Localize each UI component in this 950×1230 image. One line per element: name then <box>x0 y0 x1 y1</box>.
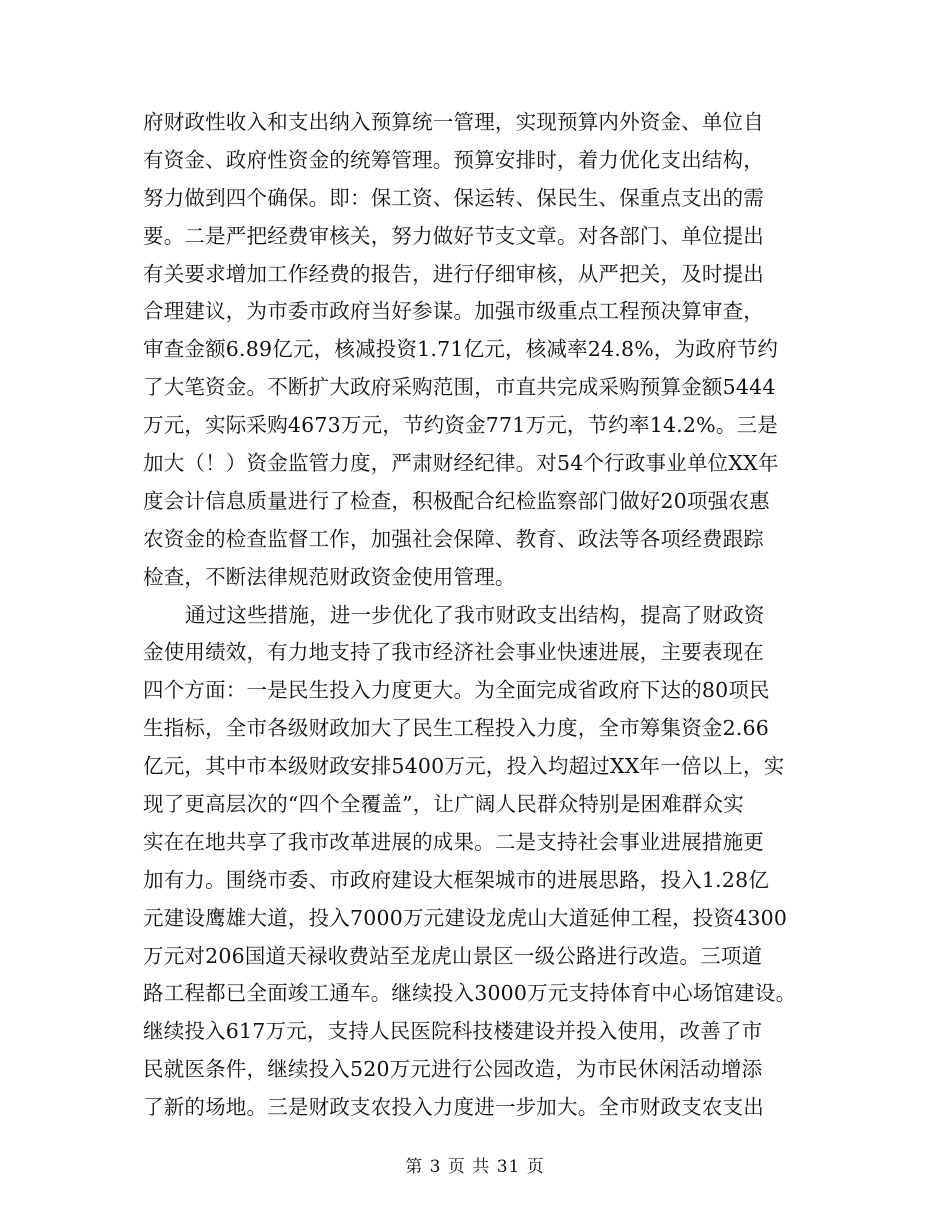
paragraph-start-line: 通过这些措施，进一步优化了我市财政支出结构，提高了财政资 <box>185 602 765 627</box>
text-line: 万元，实际采购4673万元，节约资金771万元，节约率14.2%。三是 <box>143 413 778 438</box>
text-line: 实在在地共享了我市改革进展的成果。二是支持社会事业进展措施更 <box>143 829 764 854</box>
text-line: 了大笔资金。不断扩大政府采购范围，市直共完成采购预算金额5444 <box>143 375 776 400</box>
text-line: 府财政性收入和支出纳入预算统一管理，实现预算内外资金、单位自 <box>143 110 764 134</box>
text-line: 继续投入617万元，支持人民医院科技楼建设并投入使用，改善了市 <box>143 1019 763 1044</box>
text-line: 民就医条件，继续投入520万元进行公园改造，为市民休闲活动增添 <box>143 1057 763 1082</box>
text-line: 亿元，其中市本级财政安排5400万元，投入均超过XX年一倍以上，实 <box>143 754 785 779</box>
text-line: 四个方面：一是民生投入力度更大。为全面完成省政府下达的80项民 <box>143 678 770 703</box>
text-line: 万元对206国道天禄收费站至龙虎山景区一级公路进行改造。三项道 <box>143 943 763 968</box>
text-line: 路工程都已全面竣工通车。继续投入3000万元支持体育中心场馆建设。 <box>143 981 797 1006</box>
body-text <box>143 104 843 1127</box>
text-line: 金使用绩效，有力地支持了我市经济社会事业快速进展，主要表现在 <box>143 640 764 665</box>
text-line: 要。二是严把经费审核关，努力做好节支文章。对各部门、单位提出 <box>143 223 764 248</box>
text-line: 加有力。围绕市委、市政府建设大框架城市的进展思路，投入1.28亿 <box>143 867 770 892</box>
text-line: 农资金的检查监督工作，加强社会保障、教育、政法等各项经费跟踪 <box>143 526 764 551</box>
page-footer <box>0 1152 950 1177</box>
page-number-label: 第 3 页 共 31 页 <box>405 1157 545 1177</box>
text-line: 度会计信息质量进行了检查，积极配合纪检监察部门做好20项强农惠 <box>143 488 770 513</box>
text-line: 现了更高层次的“四个全覆盖”，让广阔人民群众特别是困难群众实 <box>143 792 744 817</box>
text-line: 努力做到四个确保。即：保工资、保运转、保民生、保重点支出的需 <box>143 185 764 210</box>
text-line: 审查金额6.89亿元，核减投资1.71亿元，核减率24.8%，为政府节约 <box>143 337 779 362</box>
text-line: 合理建议，为市委市政府当好参谋。加强市级重点工程预决算审查， <box>143 299 764 324</box>
text-line: 元建设鹰雄大道，投入7000万元建设龙虎山大道延伸工程，投资4300 <box>143 905 788 930</box>
text-line: 有关要求增加工作经费的报告，进行仔细审核，从严把关，及时提出 <box>143 261 764 286</box>
text-line: 有资金、政府性资金的统筹管理。预算安排时，着力优化支出结构， <box>143 147 764 172</box>
text-line: 检查，不断法律规范财政资金使用管理。 <box>143 564 516 589</box>
text-line: 生指标，全市各级财政加大了民生工程投入力度，全市筹集资金2.66 <box>143 716 770 741</box>
text-line: 加大（！）资金监管力度，严肃财经纪律。对54个行政事业单位XX年 <box>143 451 779 476</box>
text-line: 了新的场地。三是财政支农投入力度进一步加大。全市财政支农支出 <box>143 1095 764 1120</box>
